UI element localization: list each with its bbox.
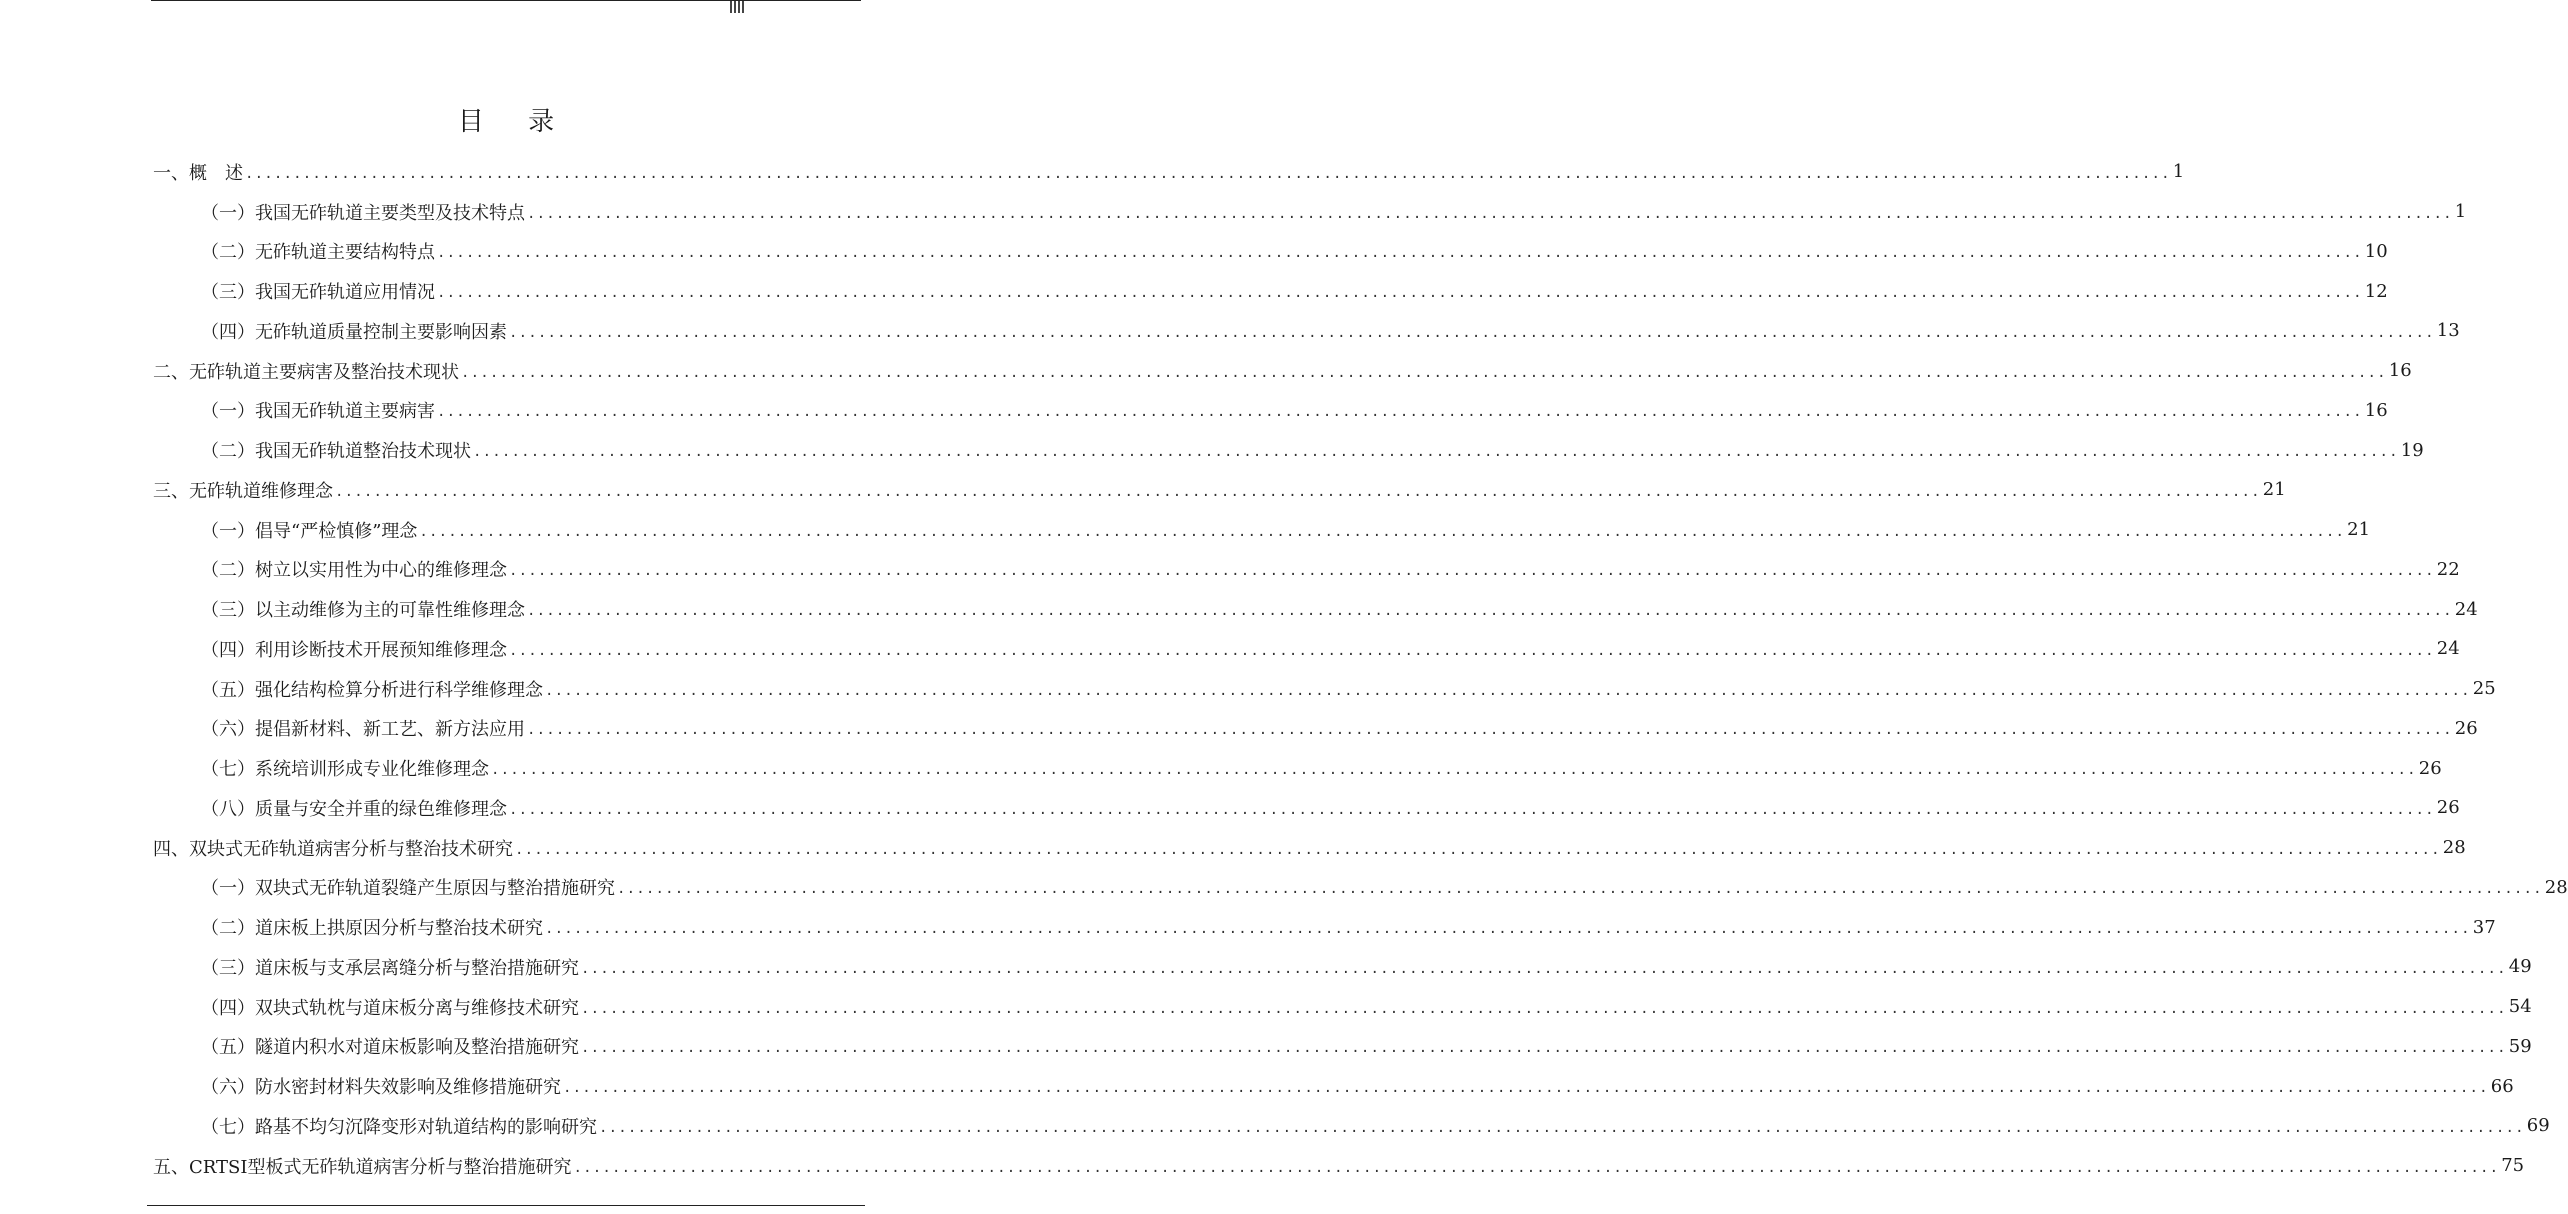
- header-rule: [151, 0, 861, 1]
- toc-page-number: 13: [2436, 320, 2460, 342]
- toc-subsection-entry[interactable]: [153, 510, 2371, 550]
- toc-page-number: 16: [2364, 399, 2388, 421]
- toc-subsection-entry[interactable]: [153, 788, 2460, 828]
- roman-page-number: [730, 1, 748, 13]
- toc-section-entry[interactable]: [153, 351, 2412, 391]
- toc-entry-title: 三、无砟轨道维修理念: [153, 480, 333, 502]
- toc-subsection-entry[interactable]: [153, 1066, 2514, 1106]
- dot-leader: ........................................................................................................................................................................................................: [581, 1040, 2507, 1057]
- toc-page-number: 24: [2454, 598, 2478, 620]
- dot-leader: ........................................................................................................................................................................................................: [509, 801, 2435, 818]
- dot-leader: ........................................................................................................................................................................................................: [515, 841, 2441, 858]
- toc-entry-title: （三）以主动维修为主的可靠性维修理念: [201, 600, 525, 622]
- toc-subsection-entry[interactable]: [153, 232, 2388, 272]
- dot-leader: ........................................................................................................................................................................................................: [461, 364, 2387, 381]
- dot-leader: ........................................................................................................................................................................................................: [573, 1159, 2500, 1176]
- toc-entry-title: 五、CRTSⅠ型板式无砟轨道病害分析与整治措施研究: [153, 1156, 572, 1178]
- dot-leader: ........................................................................................................................................................................................................: [437, 245, 2363, 262]
- toc-entry-title: （五）强化结构检算分析进行科学维修理念: [201, 679, 543, 701]
- table-of-contents: [153, 152, 2568, 1186]
- toc-subsection-entry[interactable]: [153, 947, 2532, 987]
- dot-leader: ........................................................................................................................................................................................................: [437, 404, 2363, 421]
- toc-entry-title: （一）我国无砟轨道主要类型及技术特点: [201, 202, 525, 224]
- dot-leader: ........................................................................................................................................................................................................: [335, 483, 2261, 500]
- toc-entry-title: （四）双块式轨枕与道床板分离与维修技术研究: [201, 997, 579, 1019]
- toc-entry-title: （二）无砟轨道主要结构特点: [201, 242, 435, 264]
- toc-page-number: 12: [2364, 280, 2388, 302]
- toc-page-number: 26: [2454, 717, 2478, 739]
- toc-entry-title: （一）我国无砟轨道主要病害: [201, 401, 435, 423]
- toc-page-number: 26: [2418, 757, 2442, 779]
- toc-entry-title: （一）倡导“严检慎修”理念: [201, 520, 418, 542]
- dot-leader: ........................................................................................................................................................................................................: [581, 960, 2507, 977]
- toc-subsection-entry[interactable]: [153, 669, 2496, 709]
- dot-leader: ........................................................................................................................................................................................................: [599, 1119, 2525, 1136]
- dot-leader: ........................................................................................................................................................................................................: [527, 603, 2453, 620]
- toc-subsection-entry[interactable]: [153, 192, 2467, 232]
- toc-entry-title: （五）隧道内积水对道床板影响及整治措施研究: [201, 1037, 579, 1059]
- toc-subsection-entry[interactable]: [153, 868, 2568, 908]
- dot-leader: ........................................................................................................................................................................................................: [527, 205, 2453, 222]
- toc-subsection-entry[interactable]: [153, 987, 2532, 1027]
- toc-page-number: 66: [2490, 1075, 2514, 1097]
- toc-subsection-entry[interactable]: [153, 748, 2442, 788]
- toc-subsection-entry[interactable]: [153, 271, 2388, 311]
- toc-page-number: 21: [2262, 479, 2286, 501]
- toc-subsection-entry[interactable]: [153, 1027, 2532, 1067]
- dot-leader: ........................................................................................................................................................................................................: [581, 1000, 2507, 1017]
- toc-subsection-entry[interactable]: [153, 709, 2478, 749]
- toc-entry-title: （八）质量与安全并重的绿色维修理念: [201, 798, 507, 820]
- toc-section-entry[interactable]: [153, 152, 2185, 192]
- toc-entry-title: （七）路基不均匀沉降变形对轨道结构的影响研究: [201, 1116, 597, 1138]
- toc-section-entry[interactable]: [153, 1146, 2525, 1186]
- dot-leader: ........................................................................................................................................................................................................: [545, 921, 2471, 938]
- toc-entry-title: （四）利用诊断技术开展预知维修理念: [201, 639, 507, 661]
- toc-subsection-entry[interactable]: [153, 550, 2460, 590]
- dot-leader: ........................................................................................................................................................................................................: [527, 722, 2453, 739]
- toc-entry-title: （四）无砟轨道质量控制主要影响因素: [201, 321, 507, 343]
- toc-entry-title: （六）提倡新材料、新工艺、新方法应用: [201, 719, 525, 741]
- toc-entry-title: （六）防水密封材料失效影响及维修措施研究: [201, 1077, 561, 1099]
- dot-leader: ........................................................................................................................................................................................................: [509, 563, 2435, 580]
- toc-page-number: 69: [2526, 1115, 2550, 1137]
- toc-page-number: 37: [2472, 916, 2496, 938]
- toc-page-number: 59: [2508, 1035, 2532, 1057]
- dot-leader: ........................................................................................................................................................................................................: [563, 1080, 2489, 1097]
- toc-entry-title: （二）树立以实用性为中心的维修理念: [201, 560, 507, 582]
- dot-leader: ........................................................................................................................................................................................................: [491, 762, 2417, 779]
- toc-page-number: 16: [2388, 360, 2412, 382]
- toc-page-number: 75: [2501, 1155, 2525, 1177]
- toc-page-number: 54: [2508, 996, 2532, 1018]
- toc-page-number: 10: [2364, 240, 2388, 262]
- dot-leader: ........................................................................................................................................................................................................: [617, 881, 2543, 898]
- toc-page-number: 28: [2544, 876, 2568, 898]
- toc-entry-title: （三）道床板与支承层离缝分析与整治措施研究: [201, 957, 579, 979]
- dot-leader: ........................................................................................................................................................................................................: [509, 642, 2435, 659]
- toc-subsection-entry[interactable]: [153, 311, 2460, 351]
- dot-leader: ........................................................................................................................................................................................................: [437, 285, 2363, 302]
- dot-leader: ........................................................................................................................................................................................................: [245, 165, 2171, 182]
- toc-subsection-entry[interactable]: [153, 907, 2496, 947]
- toc-entry-title: （三）我国无砟轨道应用情况: [201, 282, 435, 304]
- toc-subsection-entry[interactable]: [153, 589, 2478, 629]
- toc-page-number: 19: [2400, 439, 2424, 461]
- toc-page-number: 21: [2347, 519, 2371, 541]
- toc-subsection-entry[interactable]: [153, 1106, 2550, 1146]
- toc-entry-title: （二）我国无砟轨道整治技术现状: [201, 441, 471, 463]
- toc-entry-title: 二、无砟轨道主要病害及整治技术现状: [153, 361, 459, 383]
- toc-page-number: 25: [2472, 678, 2496, 700]
- toc-page-number: 22: [2436, 558, 2460, 580]
- toc-page-number: 28: [2442, 837, 2466, 859]
- toc-subsection-entry[interactable]: [153, 430, 2424, 470]
- dot-leader: ........................................................................................................................................................................................................: [473, 444, 2399, 461]
- dot-leader: ........................................................................................................................................................................................................: [419, 523, 2346, 540]
- toc-page-number: 1: [2172, 161, 2185, 183]
- toc-page-number: 49: [2508, 956, 2532, 978]
- toc-section-entry[interactable]: [153, 470, 2286, 510]
- toc-subsection-entry[interactable]: [153, 629, 2460, 669]
- dot-leader: ........................................................................................................................................................................................................: [545, 682, 2471, 699]
- toc-entry-title: （二）道床板上拱原因分析与整治技术研究: [201, 918, 543, 940]
- footer-rule: [147, 1205, 865, 1206]
- toc-page-number: 24: [2436, 638, 2460, 660]
- dot-leader: ........................................................................................................................................................................................................: [509, 324, 2435, 341]
- toc-entry-title: （一）双块式无砟轨道裂缝产生原因与整治措施研究: [201, 878, 615, 900]
- toc-page-number: 26: [2436, 797, 2460, 819]
- toc-entry-title: （七）系统培训形成专业化维修理念: [201, 759, 489, 781]
- toc-section-entry[interactable]: [153, 828, 2466, 868]
- toc-entry-title: 一、概 述: [153, 162, 243, 184]
- toc-subsection-entry[interactable]: [153, 391, 2388, 431]
- toc-entry-title: 四、双块式无砟轨道病害分析与整治技术研究: [153, 838, 513, 860]
- page-title: 目 录: [457, 107, 573, 138]
- toc-page-number: 1: [2454, 201, 2467, 223]
